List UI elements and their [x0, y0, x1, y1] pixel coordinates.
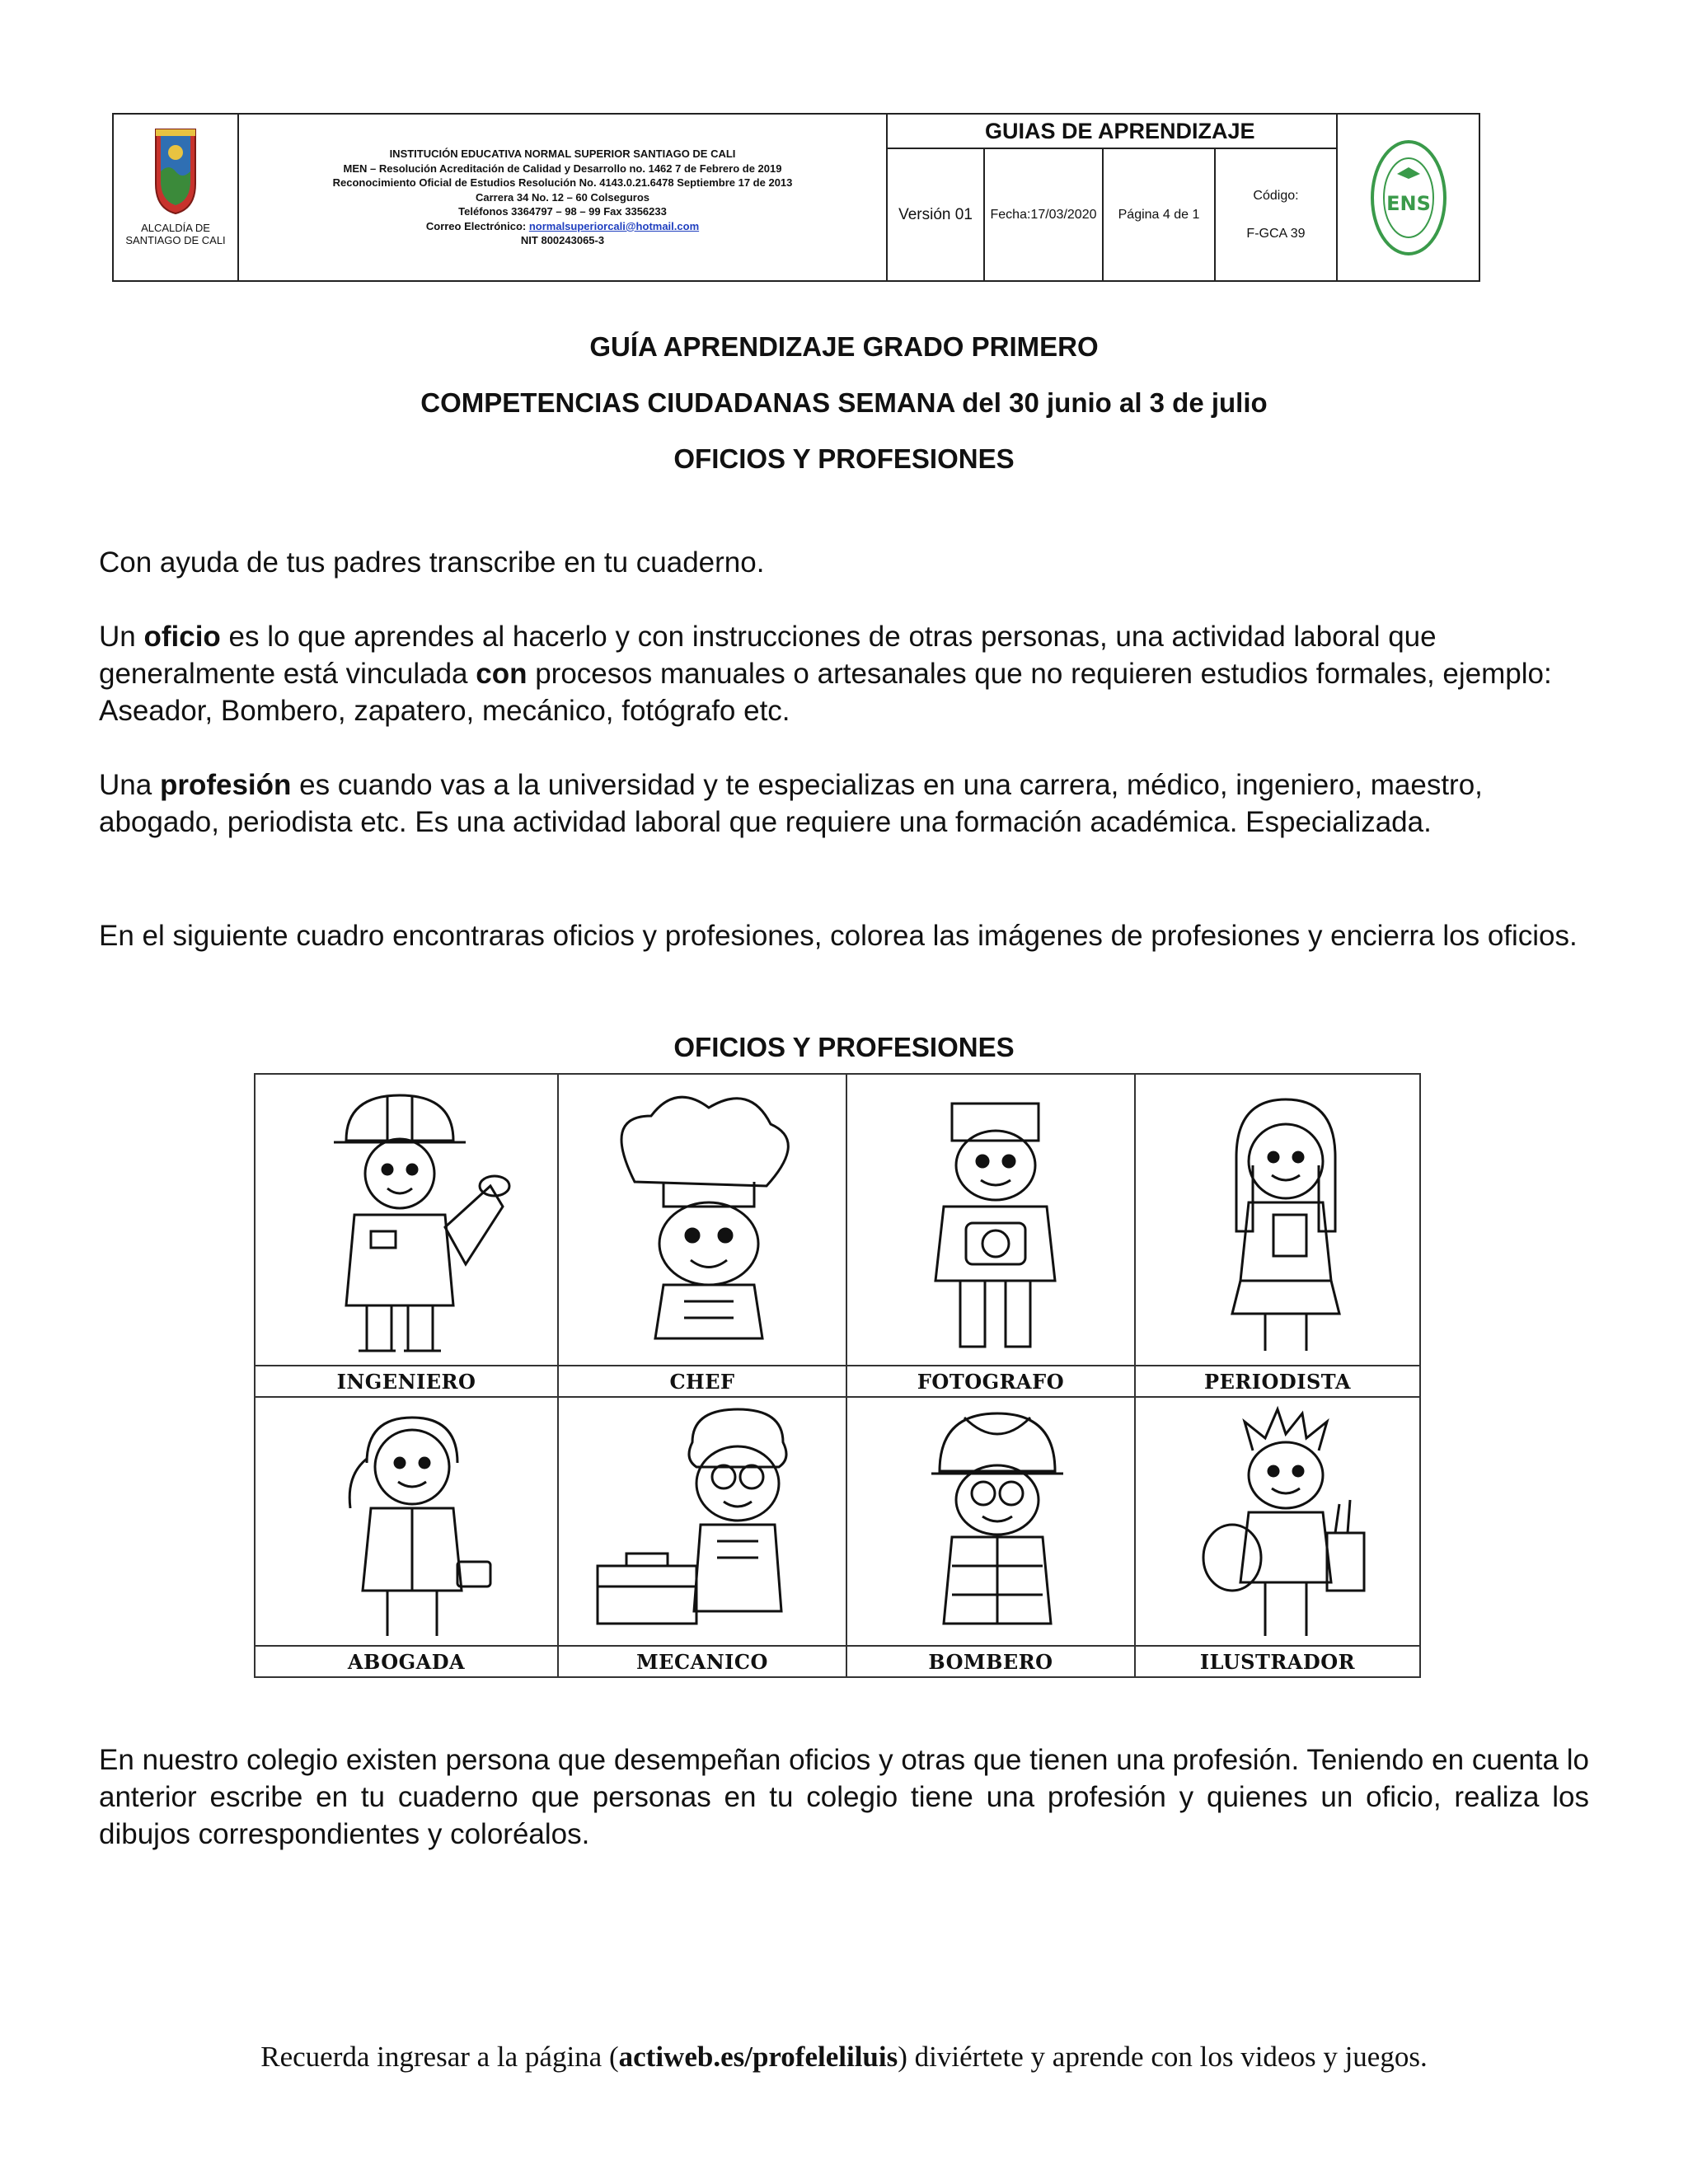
engineer-illustration [288, 1083, 528, 1363]
label-chef: CHEF [669, 1370, 735, 1394]
oficio-paragraph [99, 618, 1589, 729]
footer-text: Recuerda ingresar a la página ( [260, 2041, 619, 2073]
guide-title: GUIAS DE APRENDIZAJE [888, 115, 1336, 149]
mechanic-illustration [585, 1401, 824, 1644]
municipality-logo-cell [114, 115, 239, 280]
label-firefighter: BOMBERO [928, 1650, 1053, 1674]
label-mechanic: MECANICO [636, 1650, 768, 1674]
professions-grid [254, 1073, 1421, 1678]
text-run: Una [99, 769, 160, 801]
oficio-term: oficio [143, 621, 221, 653]
text-run: Un [99, 621, 144, 653]
bold-word: con [476, 658, 528, 690]
label-illustrator: ILUSTRADOR [1199, 1650, 1356, 1674]
profesion-paragraph [99, 766, 1589, 841]
text-run: es lo que aprendes al hacerlo y con instrucciones de otras personas, una actividad laboral que generalmente está vinculada [99, 621, 1437, 690]
institution-line: Teléfonos 3364797 – 98 – 99 Fax 3356233 [458, 205, 667, 218]
label-lawyer: ABOGADA [347, 1650, 466, 1674]
institution-info [239, 115, 888, 280]
photographer-illustration [874, 1083, 1113, 1363]
email-label: Correo Electrónico: [425, 219, 527, 232]
page-subtitle: COMPETENCIAS CIUDADANAS SEMANA del 30 junio al 3 de julio [420, 387, 1268, 418]
text-run: es cuando vas a la universidad y te especializas en una carrera, médico, ingeniero, maestro, abogado, periodista etc. Es una actividad laboral que requiere una formación académica. Especializada. [99, 769, 1483, 838]
municipality-caption-line2: SANTIAGO DE CALI [125, 234, 226, 246]
page-cell: Página 4 de 1 [1104, 149, 1216, 280]
code-label: Código: [1253, 188, 1299, 203]
grid-line [256, 1396, 1419, 1398]
footer-text: ) diviértete y aprende con los videos y juegos. [898, 2041, 1428, 2073]
email-link[interactable]: normalsuperiorcali@hotmail.com [528, 219, 700, 232]
closing-paragraph: En nuestro colegio existen persona que desempeñan oficios y otras que tienen una profesión. Teniendo en cuenta lo anterior escribe en tu cuaderno que personas en tu colegio tiene una profesión y quienes un oficio, realiza los dibujos correspondientes y coloréalos. [99, 1744, 1589, 1850]
grid-line [256, 1645, 1419, 1647]
firefighter-illustration [874, 1401, 1113, 1644]
municipality-caption-line1: ALCALDÍA DE [141, 222, 210, 234]
email-line [426, 219, 699, 234]
municipality-caption [125, 222, 225, 246]
chef-illustration [585, 1083, 824, 1363]
document-header [112, 113, 1480, 282]
grid-title: OFICIOS Y PROFESIONES [673, 1032, 1015, 1062]
lawyer-illustration [288, 1401, 528, 1644]
instruction-paragraph: En el siguiente cuadro encontraras oficios y profesiones, colorea las imágenes de profesiones y encierra los oficios. [99, 920, 1578, 952]
footer-note [0, 2041, 1688, 2074]
code-value: F-GCA 39 [1246, 226, 1306, 241]
label-photographer: FOTOGRAFO [917, 1370, 1065, 1394]
guide-meta-row [888, 149, 1336, 280]
intro-paragraph: Con ayuda de tus padres transcribe en tu cuaderno. [99, 546, 765, 579]
version-cell: Versión 01 [888, 149, 985, 280]
illustrator-illustration [1162, 1401, 1401, 1644]
guide-info [888, 115, 1338, 280]
text-run: procesos manuales o artesanales que no requieren estudios formales, ejemplo: Aseador, Bombero, zapatero, mecánico, fotógrafo etc. [99, 658, 1552, 727]
label-engineer: INGENIERO [336, 1370, 476, 1394]
institution-line: INSTITUCIÓN EDUCATIVA NORMAL SUPERIOR SANTIAGO DE CALI [389, 148, 736, 161]
grid-line [256, 1365, 1419, 1366]
school-seal-icon [1369, 136, 1448, 260]
nit-line: NIT 800243065-3 [520, 234, 605, 247]
institution-line: MEN – Resolución Acreditación de Calidad y Desarrollo no. 1462 7 de Febrero de 2019 [343, 162, 782, 175]
label-journalist: PERIODISTA [1204, 1370, 1351, 1394]
profesion-term: profesión [159, 769, 292, 801]
school-seal-cell [1338, 115, 1479, 280]
cali-coat-of-arms-icon [152, 126, 199, 217]
journalist-illustration [1162, 1083, 1401, 1363]
date-cell: Fecha:17/03/2020 [985, 149, 1104, 280]
institution-line: Carrera 34 No. 12 – 60 Colseguros [476, 190, 649, 204]
code-cell [1216, 149, 1336, 280]
seal-letters: ENS [1386, 191, 1431, 215]
footer-link[interactable]: actiweb.es/profeleliluis [618, 2041, 898, 2073]
institution-line: Reconocimiento Oficial de Estudios Resolución No. 4143.0.21.6478 Septiembre 17 de 2013 [332, 176, 793, 190]
topic-title: OFICIOS Y PROFESIONES [673, 443, 1015, 474]
page-title: GUÍA APRENDIZAJE GRADO PRIMERO [589, 331, 1099, 362]
